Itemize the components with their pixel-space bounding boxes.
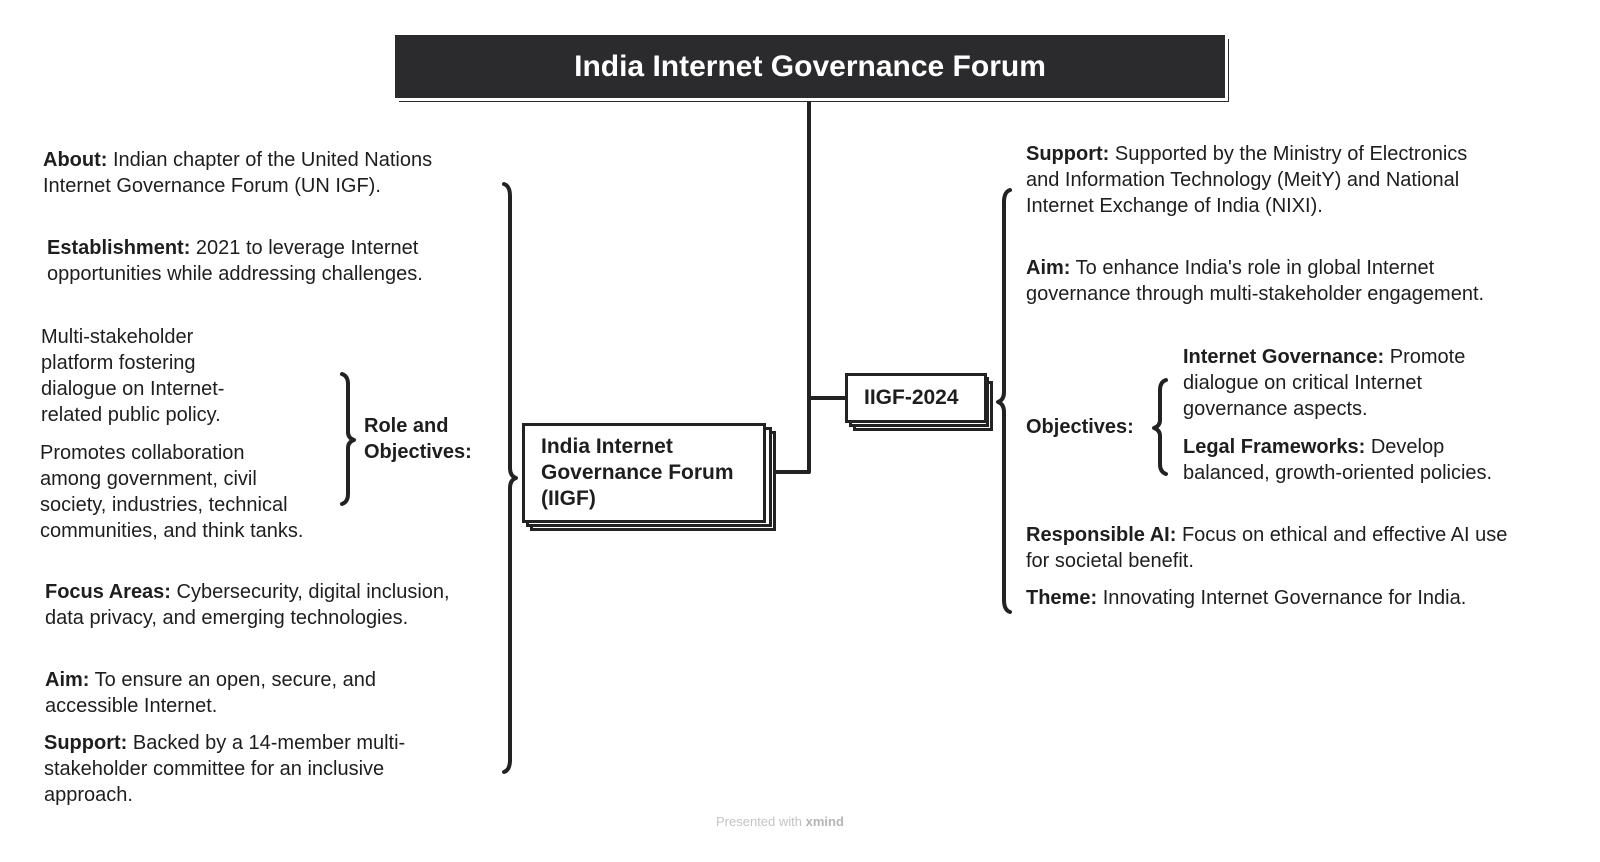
left-support-item: Support: Backed by a 14-member multi-stakeholder committee for an inclusive approach. [44,732,406,806]
objectives-brace [1154,380,1166,474]
role-item-1: Multi-stakeholder platform fostering dialogue on Internet-related public policy. [41,326,225,426]
theme-item: Theme: Innovating Internet Governance for India. [1026,587,1467,609]
role-brace [342,374,354,504]
right-aim-item: Aim: To enhance India's role in global Internet governance through multi-stakeholder engagement. [1026,257,1485,305]
focus-areas-item: Focus Areas: Cybersecurity, digital inclusion, data privacy, and emerging technologies. [45,581,450,629]
role-item-2: Promotes collaboration among government, civil society, industries, technical communities, and think tanks. [40,442,304,542]
iigf-node[interactable]: India Internet Governance Forum (IIGF) [522,423,766,523]
left-aim-item: Aim: To ensure an open, secure, and accessible Internet. [45,669,376,717]
about-item: About: Indian chapter of the United Nations Internet Governance Forum (UN IGF). [43,149,433,197]
page-title: India Internet Governance Forum [395,35,1225,98]
establishment-item: Establishment: 2021 to leverage Internet opportunities while addressing challenges. [47,237,423,285]
responsible-ai-item: Responsible AI: Focus on ethical and effective AI use for societal benefit. [1026,524,1508,572]
right-brace [998,190,1010,612]
role-objectives-label: Role and Objectives: [364,415,472,463]
objective-internet-governance: Internet Governance: Promote dialogue on critical Internet governance aspects. [1183,346,1466,420]
trunk-line [772,100,809,472]
objectives-label: Objectives: [1026,416,1134,438]
right-support-item: Support: Supported by the Ministry of Electronics and Information Technology (MeitY) and National Internet Exchange of India (NIXI). [1026,143,1468,217]
iigf2024-node[interactable]: IIGF-2024 [845,373,987,423]
xmind-brand: xmind [805,814,844,829]
left-brace [504,184,516,772]
objective-legal-frameworks: Legal Frameworks: Develop balanced, growth-oriented policies. [1183,436,1493,484]
footer-credit: Presented with xmind [716,814,844,829]
